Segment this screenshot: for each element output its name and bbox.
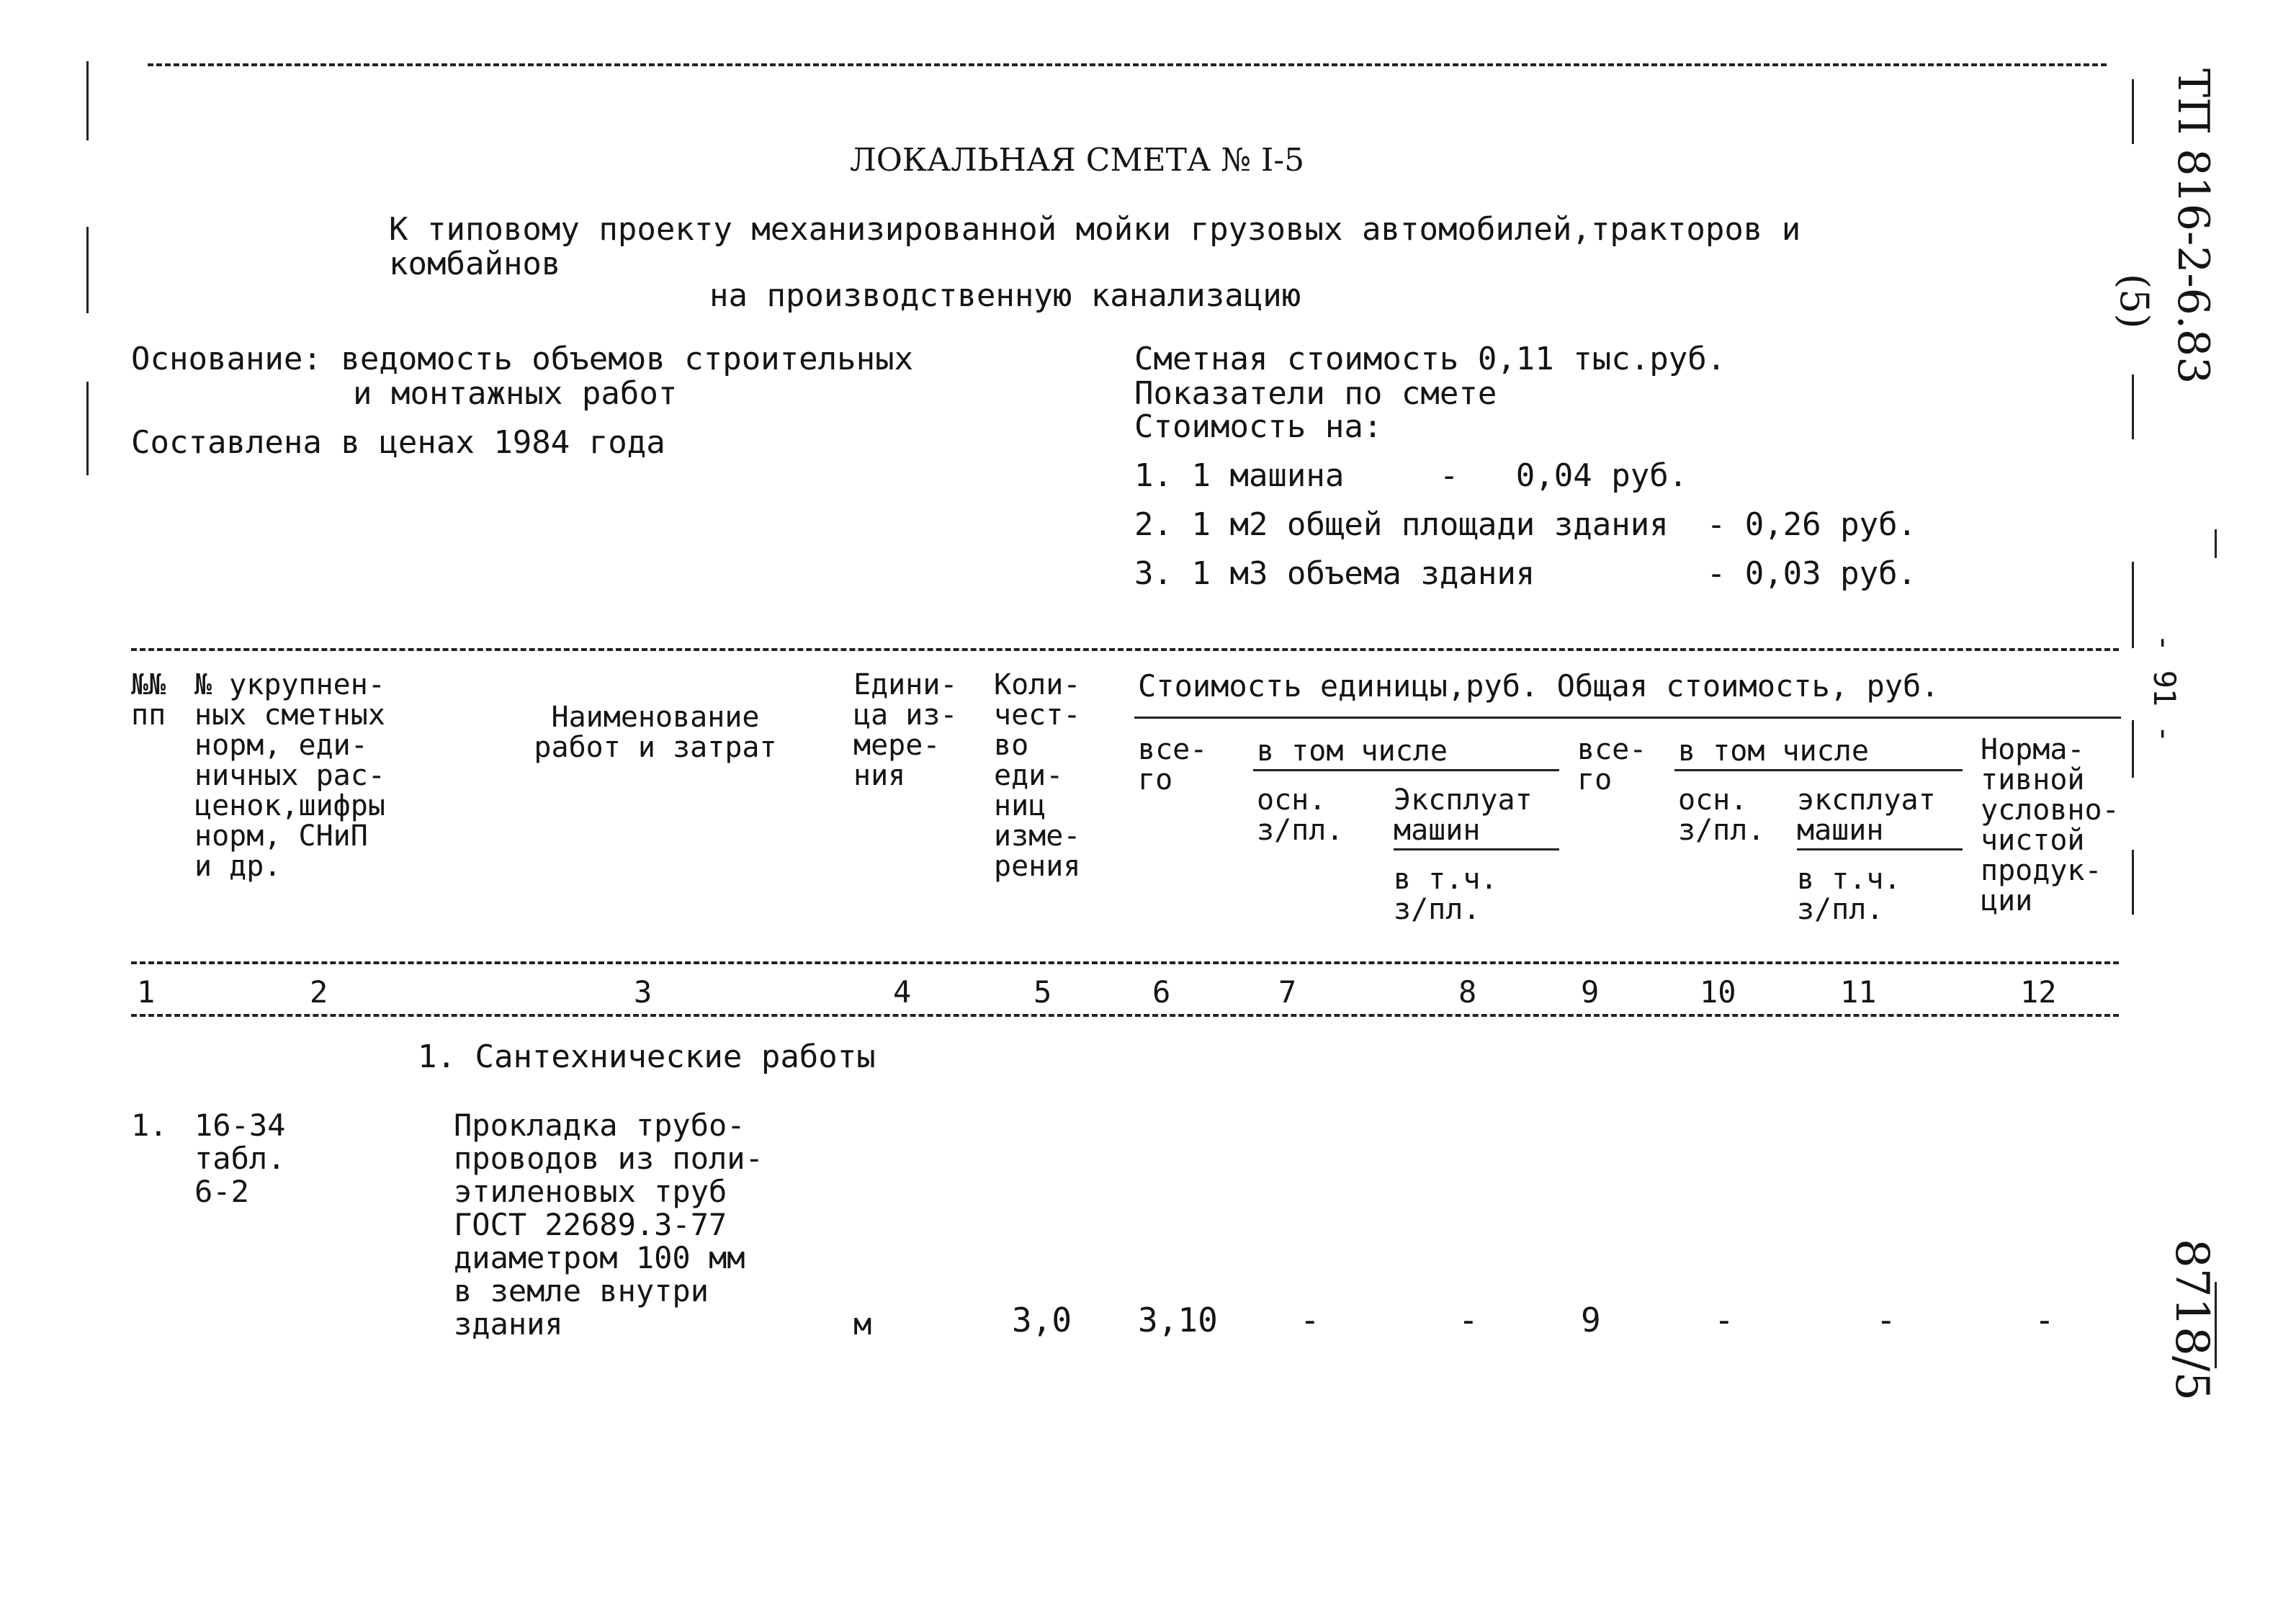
col-numbers-top-rule — [131, 961, 2119, 964]
incl-b-rule — [1674, 769, 1963, 771]
basis-line-1: Основание: ведомость объемов строительных — [131, 341, 914, 377]
header-col-1: №№ пп — [131, 668, 166, 732]
col-number: 9 — [1581, 974, 1600, 1010]
col-number: 2 — [310, 974, 328, 1010]
header-incl-a: в том числе — [1257, 735, 1448, 768]
left-border-mark — [86, 61, 89, 140]
table-top-rule — [131, 648, 2119, 651]
indicator-3: 3. 1 м3 объема здания - 0,03 руб. — [1134, 555, 1917, 592]
header-cost-group: Стоимость единицы,руб. Общая стоимость, руб. — [1138, 668, 1940, 704]
page-number: - 91 - — [2147, 634, 2182, 743]
estimated-cost: Сметная стоимость 0,11 тыс.руб. — [1134, 341, 1726, 377]
cost-on-heading: Стоимость на: — [1134, 408, 1383, 445]
indicator-2: 2. 1 м2 общей площади здания - 0,26 руб. — [1134, 506, 1917, 543]
col-number: 7 — [1278, 974, 1297, 1010]
header-col-6: все- го — [1138, 733, 1208, 796]
row-total: 9 — [1581, 1301, 1601, 1339]
top-border-dashes — [148, 63, 2107, 66]
right-border-mark — [2132, 850, 2134, 915]
header-col-9: все- го — [1577, 733, 1647, 796]
subtitle-line-3: на производственную канализацию — [709, 277, 1301, 314]
row-total-machines: - — [1876, 1301, 1896, 1339]
archive-number: 8718/5 — [2165, 1239, 2218, 1401]
row-quantity: 3,0 — [1012, 1301, 1072, 1339]
header-incl-b: в том числе — [1678, 735, 1869, 768]
header-col-2: № укрупнен- ных сметных норм, еди- ничных рас- ценок,шифры норм, СНиП и др. — [194, 668, 385, 883]
col-number: 5 — [1033, 974, 1052, 1010]
document-title: ЛОКАЛЬНАЯ СМЕТА № I-5 — [850, 142, 1305, 179]
col-8-rule — [1394, 848, 1559, 850]
header-col-8b: в т.ч. з/пл. — [1394, 863, 1498, 926]
col-number: 10 — [1700, 974, 1736, 1010]
col-number: 11 — [1840, 974, 1877, 1010]
subtitle-line-1: К типовому проекту механизированной мойки грузовых автомобилей,тракторов и — [389, 211, 1801, 248]
indicators-heading: Показатели по смете — [1134, 375, 1497, 412]
right-border-mark — [2215, 529, 2217, 558]
indicator-1: 1. 1 машина - 0,04 руб. — [1134, 457, 1688, 494]
col-number: 8 — [1458, 974, 1477, 1010]
album-number-stamp: (5) — [2112, 274, 2157, 329]
row-unit-total: 3,10 — [1138, 1301, 1218, 1339]
row-unit: м — [853, 1306, 872, 1342]
prices-year: Составлена в ценах 1984 года — [131, 424, 665, 461]
header-col-8: Эксплуат машин — [1394, 784, 1533, 847]
right-border-mark — [2132, 720, 2134, 778]
row-number: 1. — [131, 1108, 168, 1143]
left-border-mark — [86, 382, 89, 475]
cost-group-rule — [1134, 717, 2121, 719]
header-col-11: эксплуат машин — [1797, 784, 1936, 847]
project-code-stamp: ТП 816-2-6.83 — [2168, 68, 2218, 385]
row-total-wages: - — [1714, 1301, 1734, 1339]
right-border-mark — [2132, 79, 2134, 144]
row-unit-wages: - — [1300, 1301, 1320, 1339]
row-normative-product: - — [2035, 1301, 2055, 1339]
row-unit-machines: - — [1458, 1301, 1479, 1339]
col-number: 4 — [893, 974, 912, 1010]
section-heading: 1. Сантехнические работы — [418, 1038, 876, 1075]
header-col-10: осн. з/пл. — [1678, 784, 1765, 847]
col-number: 6 — [1152, 974, 1171, 1010]
header-col-5: Коли- чест- во еди- ниц изме- рения — [994, 668, 1081, 883]
header-col-11b: в т.ч. з/пл. — [1797, 863, 1901, 926]
header-col-12: Норма- тивной условно- чистой продук- ции — [1981, 733, 2120, 917]
col-number: 3 — [634, 974, 653, 1010]
header-col-3: Наименование работ и затрат — [534, 701, 777, 764]
header-col-4: Едини- ца из- мере- ния — [853, 668, 958, 792]
col-number: 12 — [2020, 974, 2057, 1010]
right-border-mark — [2132, 562, 2134, 648]
header-col-7: осн. з/пл. — [1257, 784, 1344, 847]
right-border-mark — [2132, 374, 2134, 439]
basis-line-2: и монтажных работ — [353, 375, 678, 412]
left-border-mark — [86, 227, 89, 313]
col-number: 1 — [137, 974, 156, 1010]
col-11-rule — [1797, 848, 1963, 850]
row-code: 16-34 табл. 6-2 — [194, 1108, 286, 1209]
incl-a-rule — [1253, 769, 1559, 771]
subtitle-line-2: комбайнов — [389, 246, 561, 282]
row-name: Прокладка трубо- проводов из поли- этиленовых труб ГОСТ 22689.3-77 диаметром 100 мм в земле внутри здания — [454, 1108, 763, 1342]
col-numbers-bottom-rule — [131, 1014, 2119, 1017]
